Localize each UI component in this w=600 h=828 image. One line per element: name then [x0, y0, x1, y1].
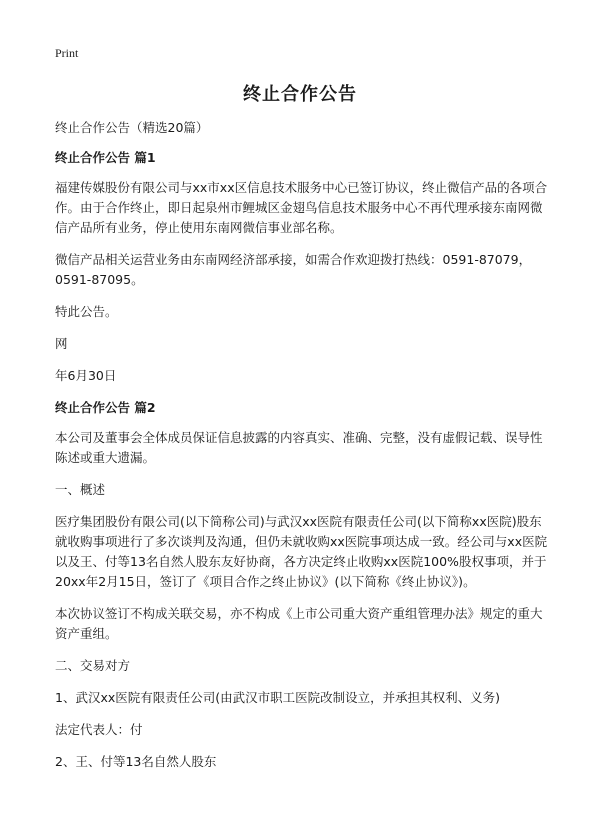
paragraph: 网: [55, 336, 68, 351]
paragraph: 2、王、付等13名自然人股东: [55, 754, 217, 769]
paragraph: 微信产品相关运营业务由东南网经济部承接，如需合作欢迎拨打热线：0591-87079，0591-87095。: [55, 252, 532, 287]
paragraph: 医疗集团股份有限公司(以下简称公司)与武汉xx医院有限责任公司(以下简称xx医院)股东就收购事项进行了多次谈判及沟通，但仍未就收购xx医院事项达成一致。经公司与xx医院以及王、付等13名自然人股东友好协商，各方决定终止收购xx医院100%股权事项，并于20xx年2月15日，签订了《项目合作之终止协议》(以下简称《终止协议》)。: [55, 514, 548, 589]
document-body: [55, 118, 550, 784]
paragraph: 福建传媒股份有限公司与xx市xx区信息技术服务中心已签订协议，终止微信产品的各项合作。由于合作终止，即日起泉州市鲤城区金翅鸟信息技术服务中心不再代理承接东南网微信产品所有业务，停止使用东南网微信事业部名称。: [55, 180, 548, 235]
paragraph: 本公司及董事会全体成员保证信息披露的内容真实、准确、完整，没有虚假记载、误导性陈述或重大遗漏。: [55, 430, 543, 465]
paragraph: 特此公告。: [55, 304, 118, 319]
section-heading-2: 终止合作公告 篇2: [55, 400, 156, 415]
print-link[interactable]: Print: [55, 46, 79, 60]
paragraph: 一、概述: [55, 482, 106, 497]
paragraph: 本次协议签订不构成关联交易，亦不构成《上市公司重大资产重组管理办法》规定的重大资产重组。: [55, 606, 543, 641]
paragraph: 1、武汉xx医院有限责任公司(由武汉市职工医院改制设立，并承担其权利、义务): [55, 690, 501, 705]
paragraph: 法定代表人：付: [55, 722, 143, 737]
document-title: 终止合作公告: [243, 84, 357, 105]
paragraph: 二、交易对方: [55, 658, 131, 673]
document-subtitle: 终止合作公告（精选20篇）: [55, 120, 209, 135]
section-heading-1: 终止合作公告 篇1: [55, 150, 156, 165]
paragraph: 年6月30日: [55, 368, 117, 383]
